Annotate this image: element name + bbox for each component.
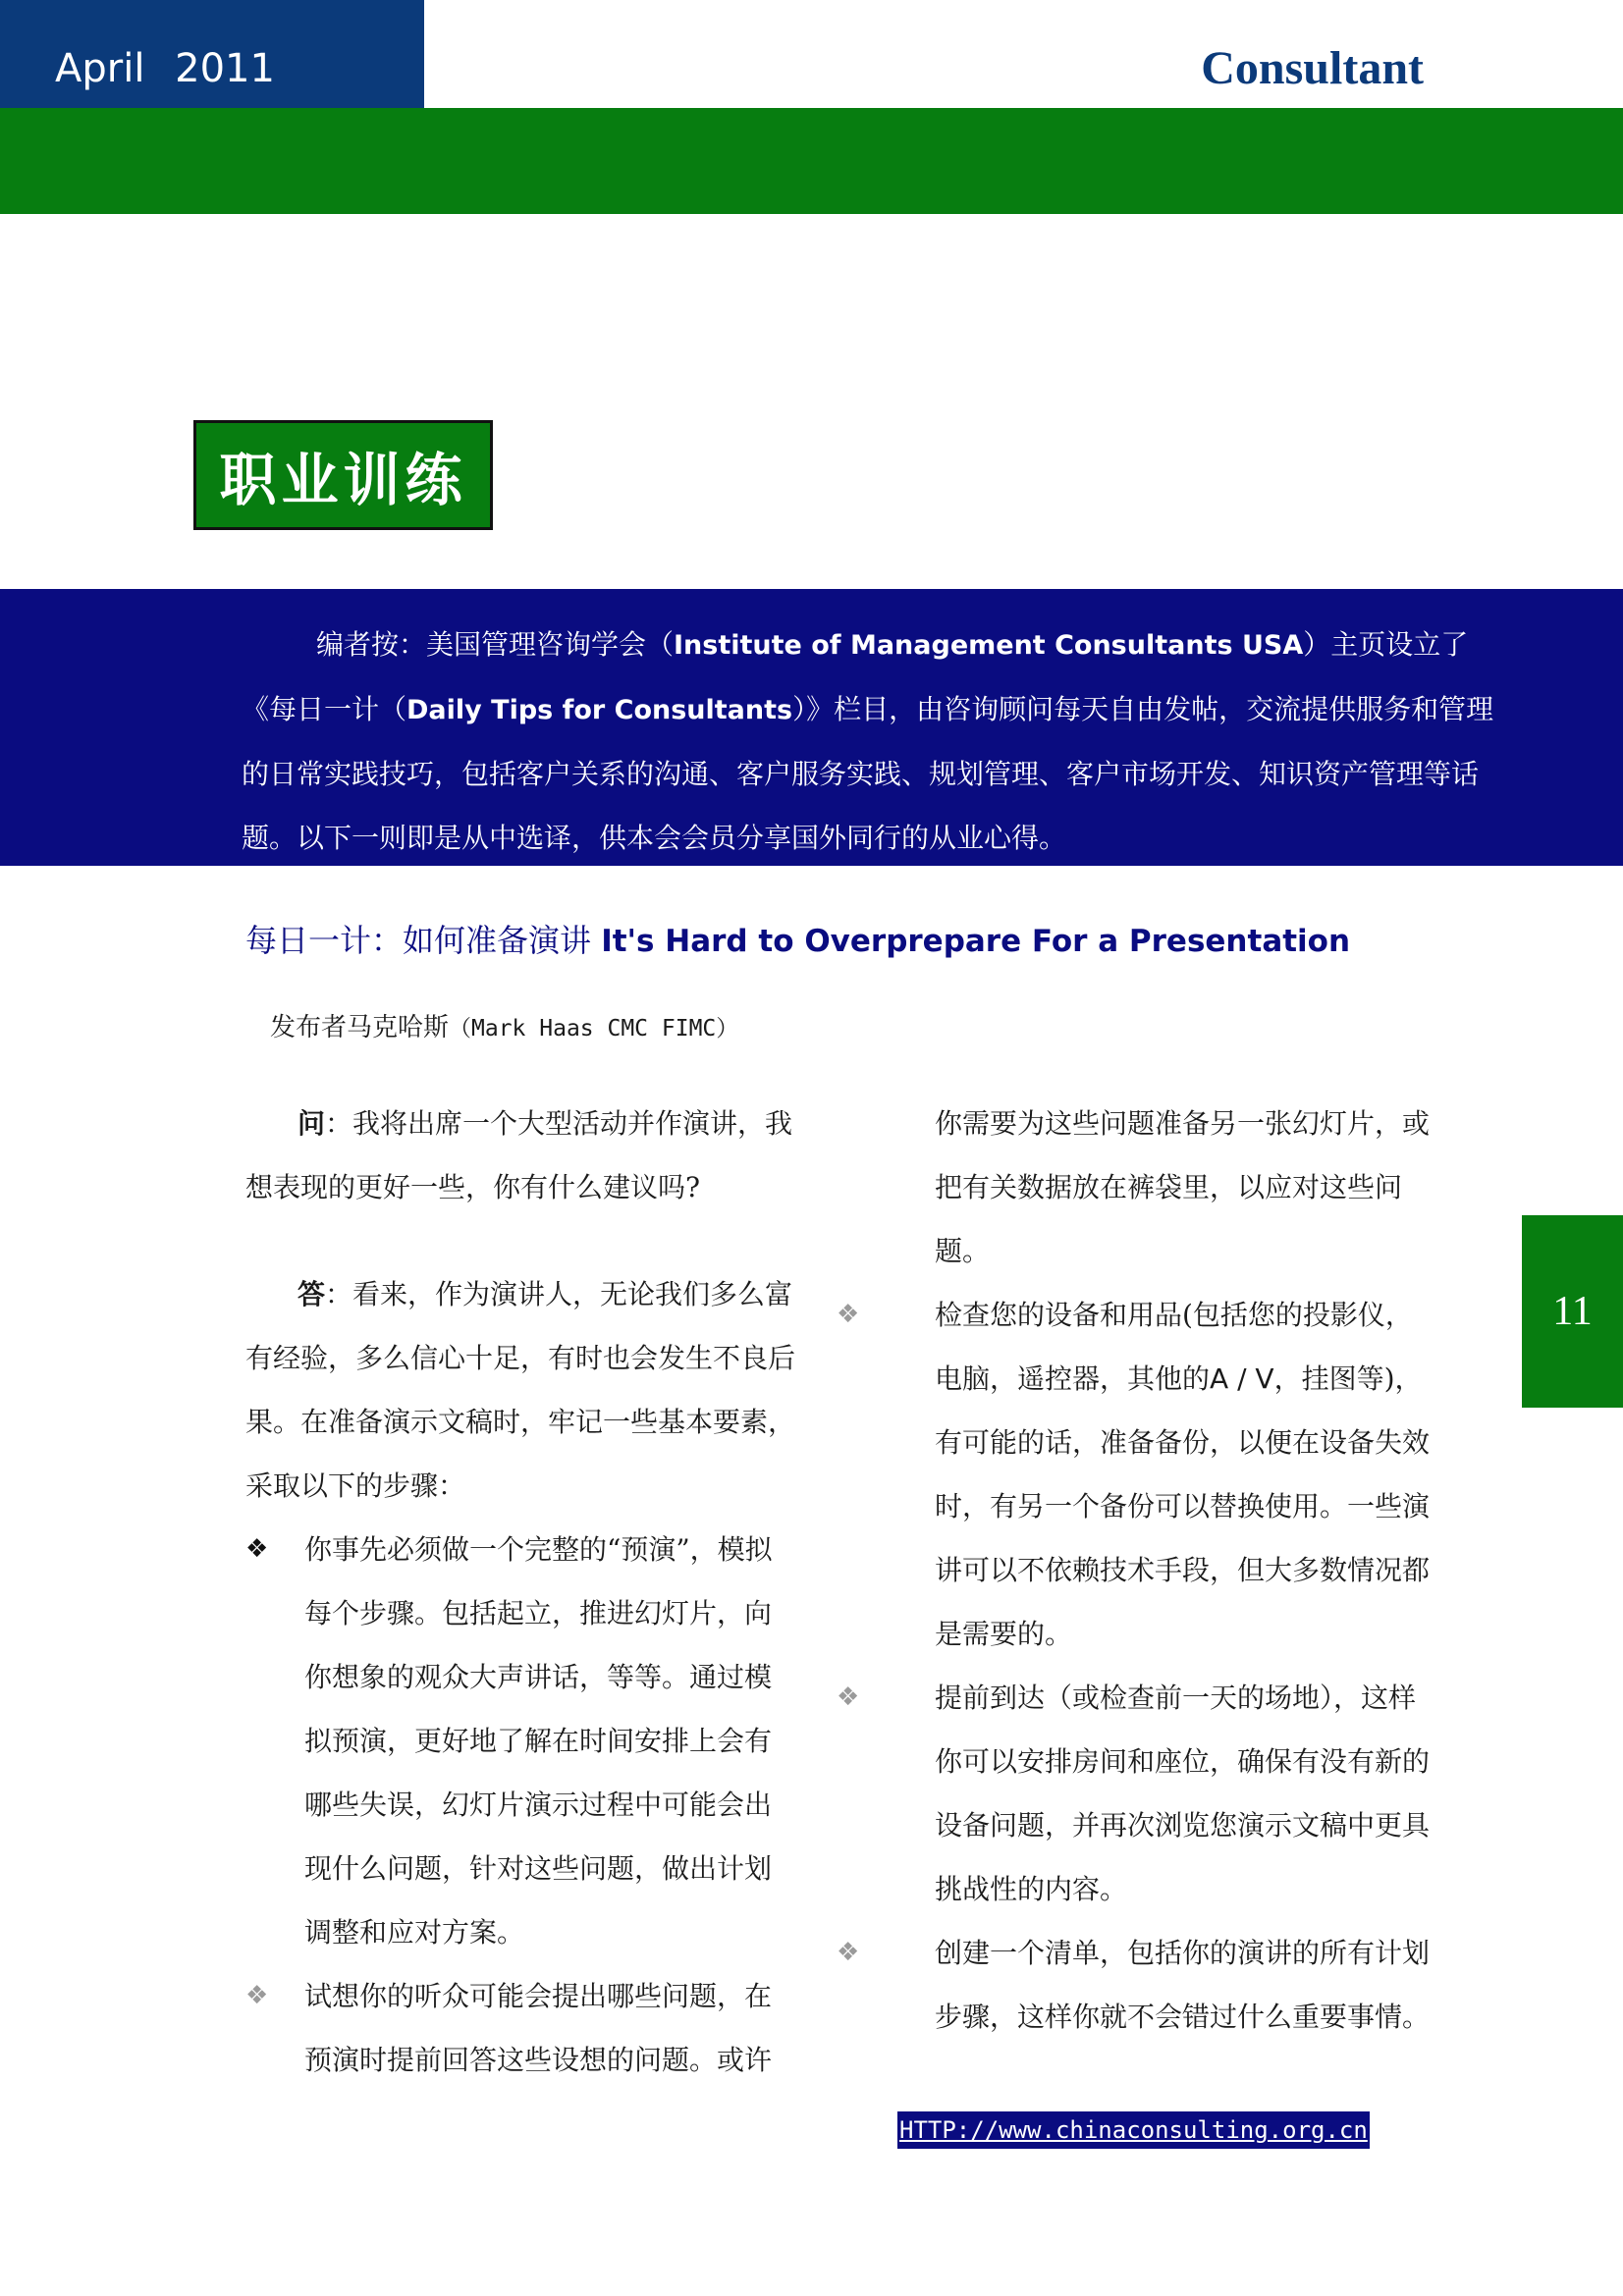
list-item-text: 创建一个清单，包括你的演讲的所有计划步骤，这样你就不会错过什么重要事情。 (935, 1937, 1431, 2033)
list-item-continuation: 你需要为这些问题准备另一张幻灯片，或把有关数据放在裤袋里，以应对这些问题。 (935, 1107, 1431, 1267)
list-item (245, 1518, 795, 1964)
answer-paragraph (245, 1262, 795, 1518)
editor-note-prefix: 编者按：美国管理咨询学会（ (316, 628, 675, 661)
diamond-bullet-icon: ❖ (837, 1938, 860, 1967)
page-number: 11 (1522, 1215, 1623, 1408)
right-column (837, 1092, 1431, 2049)
list-item-text: 检查您的设备和用品(包括您的投影仪，电脑，遥控器，其他的 (935, 1299, 1413, 1395)
list-item-text-av: A / V (1210, 1362, 1274, 1395)
question-lead: 问 (298, 1107, 326, 1140)
byline-cn: 发布者马克哈斯 (270, 1013, 450, 1042)
paragraph-gap (245, 1219, 795, 1262)
issue-date: April 2011 (0, 0, 424, 108)
article-title (245, 921, 1350, 961)
section-tag: 职业训练 (193, 420, 493, 530)
diamond-bullet-icon: ❖ (837, 1682, 860, 1712)
editor-note-suffix: ）》栏目，由咨询顾问每天自由发帖，交流提供服务和管理的日常实践技巧，包括客户关系的沟通、客户服务实践、规划管理、客户市场开发、知识资产管理等话题。以下一则即是从中选译，供本会会员分享国外同行的从业心得。 (242, 693, 1494, 854)
answer-text: ：看来，作为演讲人，无论我们多么富有经验，多么信心十足，有时也会发生不良后果。在准备演示文稿时，牢记一些基本要素，采取以下的步骤： (245, 1278, 796, 1502)
editor-note (0, 589, 1623, 866)
list-item (837, 1666, 1431, 1921)
question-text: ：我将出席一个大型活动并作演讲，我想表现的更好一些，你有什么建议吗? (245, 1107, 793, 1203)
list-item-text: 你事先必须做一个完整的“预演”，模拟每个步骤。包括起立，推进幻灯片，向你想象的观众大声讲话，等等。通过模拟预演，更好地了解在时间安排上会有哪些失误，幻灯片演示过程中可能会出现什么问题，针对这些问题，做出计划调整和应对方案。 (304, 1533, 773, 1949)
diamond-bullet-icon: ❖ (245, 1534, 269, 1564)
article-title-cn: 每日一计：如何准备演讲 (245, 922, 602, 959)
editor-note-middle: ）主页设立了《每日一计（ (242, 628, 1469, 725)
list-item-text: 提前到达（或检查前一天的场地），这样你可以安排房间和座位，确保有没有新的设备问题，并再次浏览您演示文稿中更具挑战性的内容。 (935, 1682, 1431, 1905)
diamond-bullet-icon: ❖ (837, 1300, 860, 1329)
article-title-en: It's Hard to Overprepare For a Presentation (601, 924, 1351, 959)
byline-en: （Mark Haas CMC FIMC） (449, 1016, 739, 1041)
list-item (837, 1921, 1431, 2049)
list-item (245, 1964, 795, 2092)
list-item-text: 试想你的听众可能会提出哪些问题，在预演时提前回答这些设想的问题。或许 (304, 1980, 773, 2076)
list-item (837, 1283, 1431, 1666)
byline (270, 1007, 738, 1043)
editor-note-column: Daily Tips for Consultants (406, 695, 793, 725)
list-item-text: ，挂图等)，有可能的话，准备备份，以便在设备失效时，有另一个备份可以替换使用。一些演讲可以不依赖技术手段，但大多数情况都是需要的。 (935, 1362, 1431, 1650)
answer-lead: 答 (298, 1278, 326, 1310)
magazine-brand: Consultant (1201, 42, 1424, 94)
header-green-band (0, 108, 1623, 214)
website-link[interactable]: HTTP://www.chinaconsulting.org.cn (897, 2111, 1370, 2149)
question-paragraph (245, 1092, 795, 1219)
editor-note-org: Institute of Management Consultants USA (674, 630, 1304, 661)
diamond-bullet-icon: ❖ (245, 1981, 269, 2010)
left-column (245, 1092, 795, 2092)
